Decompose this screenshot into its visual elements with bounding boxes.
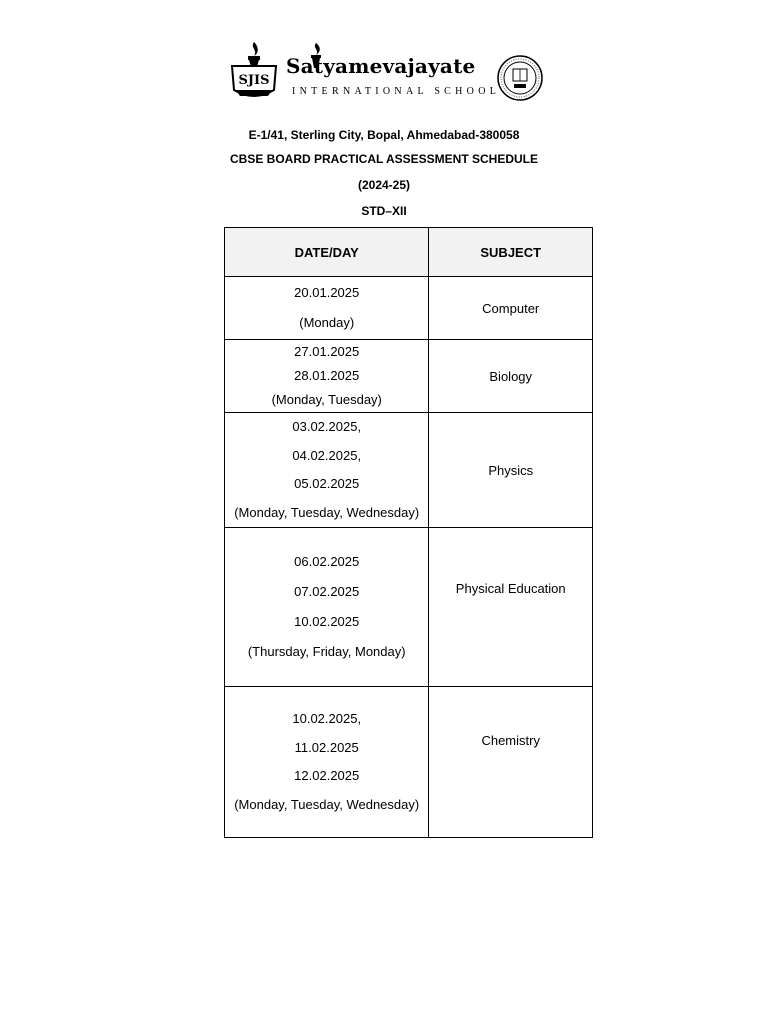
table-row [225,340,593,413]
date-line: 10.02.2025, [292,711,362,726]
table-row [225,277,593,340]
date-line: 04.02.2025, [292,447,362,463]
date-cell [225,528,429,687]
table-row [225,687,593,838]
date-line: (Monday) [299,315,355,330]
school-subtitle: INTERNATIONAL SCHOOL [292,86,501,97]
table-header-row [225,228,593,277]
subject-cell: Computer [429,277,593,340]
date-line: (Monday, Tuesday, Wednesday) [234,796,420,812]
date-cell [225,277,429,340]
session-year: (2024-25) [357,178,411,192]
date-line: 05.02.2025 [294,476,360,491]
standard-label: STD–XII [361,204,407,218]
date-line: (Thursday, Friday, Monday) [247,644,406,659]
date-line: 06.02.2025 [294,554,360,569]
cbse-seal-icon [496,54,544,102]
date-line: 03.02.2025, [292,419,362,434]
subject-cell: Physics [429,413,593,528]
date-line: (Monday, Tuesday) [271,392,382,407]
school-name: Satyamevajayate [286,54,476,78]
subject-cell: Biology [429,340,593,413]
date-line: 28.01.2025 [294,368,360,383]
date-line: 07.02.2025 [294,584,360,599]
subject-cell: Physical Education [429,528,593,687]
sjis-logo [228,40,280,100]
date-cell [225,340,429,413]
date-day-header: DATE/DAY [225,228,429,277]
subject-cell: Chemistry [429,687,593,838]
date-cell [225,413,429,528]
table-row [225,413,593,528]
date-cell [225,687,429,838]
svg-text:SJIS: SJIS [238,73,270,88]
table-row [225,528,593,687]
document-title: CBSE BOARD PRACTICAL ASSESSMENT SCHEDULE [229,152,539,166]
date-line: 20.01.2025 [294,285,360,300]
date-line: (Monday, Tuesday, Wednesday) [234,504,420,520]
subject-header: SUBJECT [429,228,593,277]
schedule-table [224,227,593,838]
letterhead [228,40,548,104]
date-line: 27.01.2025 [294,344,360,359]
date-line: 11.02.2025 [294,739,359,755]
date-line: 12.02.2025 [294,768,360,783]
school-address: E-1/41, Sterling City, Bopal, Ahmedabad-380058 [248,128,520,142]
date-line: 10.02.2025 [294,614,360,629]
